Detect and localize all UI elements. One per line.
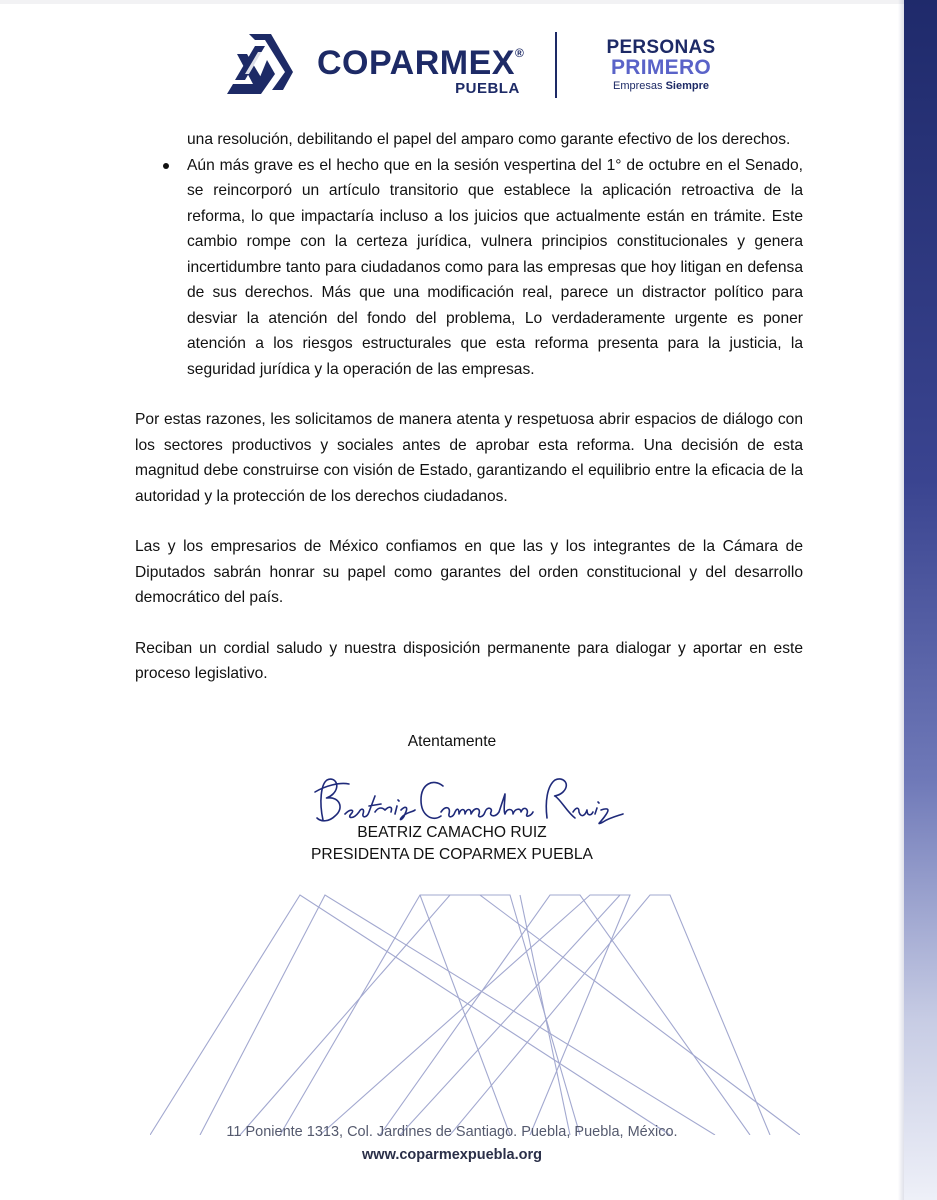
slogan-line-3 — [596, 78, 726, 94]
body-paragraph: Reciban un cordial saludo y nuestra disposición permanente para dialogar y aportar en este proceso legislativo. — [135, 639, 803, 682]
list-item: Aún más grave es el hecho que en la sesión vespertina del 1° de octubre en el Senado, se reincorporó un artículo transitorio que establece la aplicación retroactiva de la reforma, lo que impactaría incluso a los juicios que actualmente están en trámite. Este cambio rompe con la certeza jurídica, vulnera principios constitucionales y genera incertidumbre tanto para ciudadanos como para las empresas que hoy litigan en defensa de sus derechos. Más que una modificación real, parece un distractor político para desviar la atención del fondo del problema, Lo verdaderamente urgente es poner atención a los riesgos estructurales que esta reforma presenta para la justicia, la seguridad jurídica y la operación de las empresas. — [187, 153, 803, 383]
letter-body — [135, 127, 803, 687]
salutation: Atentamente — [407, 733, 497, 750]
letter-footer — [0, 1121, 904, 1167]
brand-name: COPARMEX — [317, 44, 515, 82]
page-top-edge — [0, 0, 904, 4]
coparmex-logo-icon — [225, 32, 295, 96]
bullet-list — [135, 127, 803, 382]
slogan-line-2: PRIMERO — [610, 56, 712, 79]
signer-name: BEATRIZ CAMACHO RUIZ — [357, 824, 547, 841]
list-item: una resolución, debilitando el papel del amparo como garante efectivo de los derechos. — [187, 131, 791, 148]
body-paragraph: Por estas razones, les solicitamos de manera atenta y respetuosa abrir espacios de diálogo con los sectores productivos y sociales antes de aprobar esta reforma. Una decisión de esta magnitud debe construirse con visión de Estado, garantizando el equilibrio entre la eficacia de la autoridad y la protección de los derechos ciudadanos. — [135, 411, 803, 505]
slogan-line-1: PERSONAS — [606, 37, 716, 58]
brand-subtitle: PUEBLA — [455, 80, 520, 97]
slogan-block — [596, 38, 726, 94]
slogan-line-3-a: Empresas — [613, 80, 666, 92]
letterhead — [225, 30, 725, 105]
slogan-line-3-b: Siempre — [665, 80, 709, 92]
background-watermark-pattern — [150, 890, 800, 1135]
body-paragraph: Las y los empresarios de México confiamos en que las y los integrantes de la Cámara de Diputados sabrán honrar su papel como garantes del orden constitucional y del desarrollo democrático del país. — [135, 538, 803, 606]
signer-block — [0, 822, 904, 866]
header-divider — [555, 32, 557, 98]
side-decorative-band — [904, 0, 937, 1200]
signer-title: PRESIDENTA DE COPARMEX PUEBLA — [311, 846, 593, 863]
registered-mark: ® — [514, 46, 524, 60]
footer-address: 11 Poniente 1313, Col. Jardines de Santiago. Puebla, Puebla, México. — [226, 1124, 678, 1140]
brand-block — [317, 44, 524, 97]
footer-website-link[interactable]: www.coparmexpuebla.org — [362, 1147, 542, 1163]
